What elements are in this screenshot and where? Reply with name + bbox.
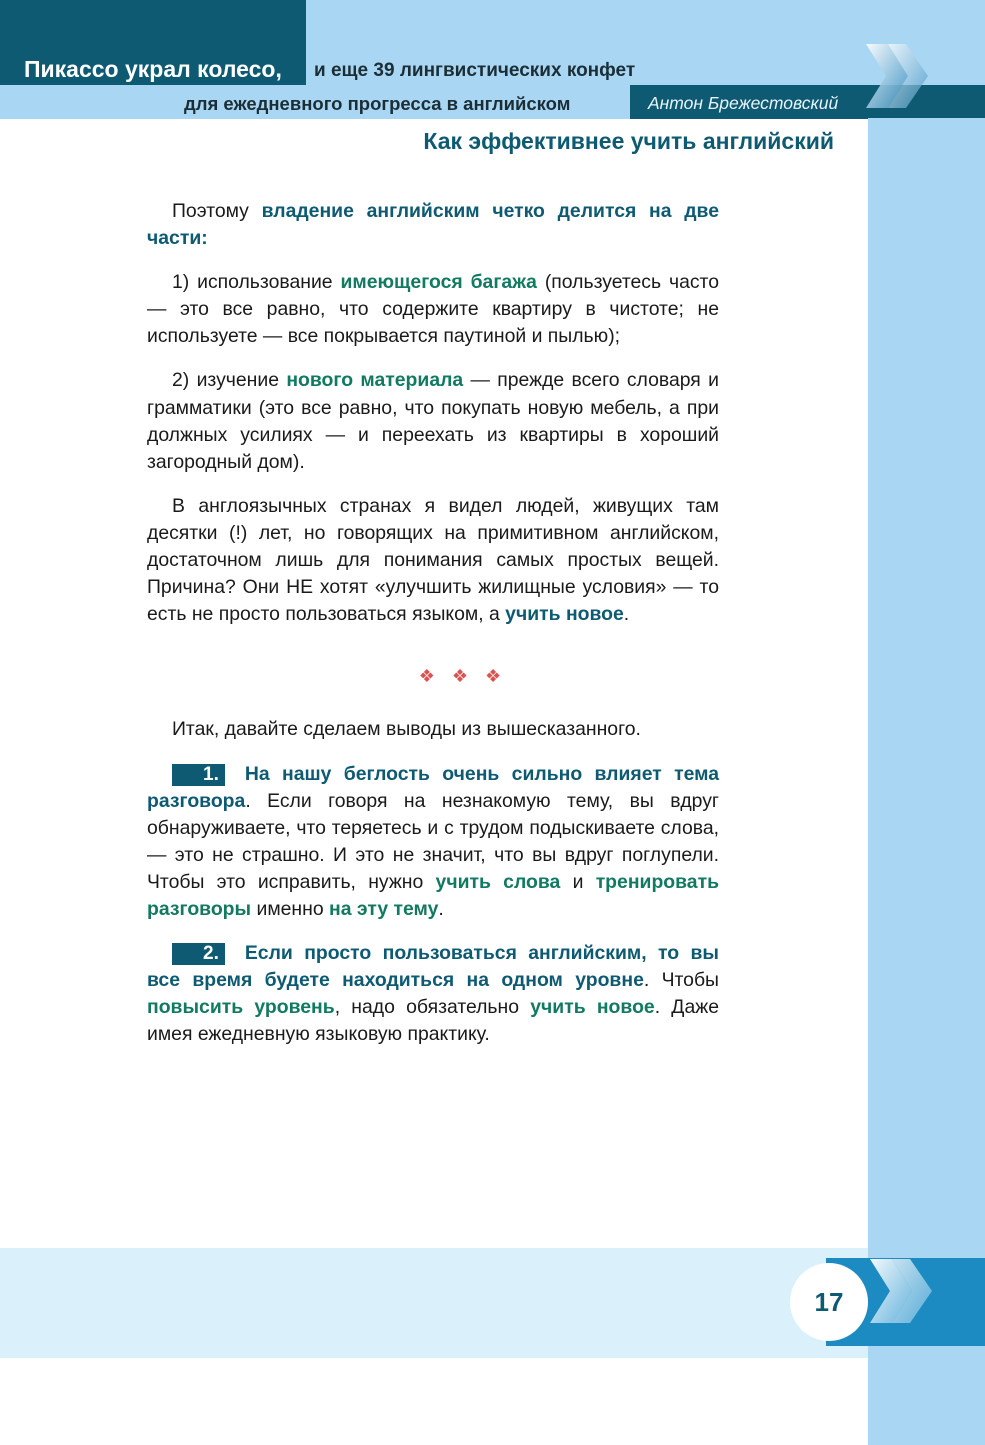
paragraph-4 — [147, 493, 719, 628]
text: . Если говоря на незнакомую тему, вы вдруг обнаруживаете, что теряетесь и с трудом подыскиваете слова, — это не страшно. И это не значит, что вы вдруг поглупели. Чтобы это исправить, нужно — [147, 789, 719, 893]
text: 2) изучение — [172, 369, 287, 392]
text: . Чтобы — [643, 969, 719, 992]
book-title-main: Пикассо украл колесо, — [24, 56, 282, 82]
section-title: Как эффективнее учить английский — [423, 128, 834, 154]
paragraph-5 — [147, 716, 719, 743]
book-title-rest: и еще 39 лингвистических конфет — [314, 60, 636, 81]
text: В англоязычных странах я видел людей, живущих там десятки (!) лет, но говорящих на примитивном английском, достаточном лишь для понимания самых простых вещей. Причина? Они НЕ хотят «улучшить жилищные условия» — то есть не просто пользоваться языком, а — [147, 494, 719, 626]
paragraph-6 — [147, 761, 719, 924]
highlight-text: на эту тему — [329, 897, 439, 920]
list-number-badge: 2. — [172, 943, 225, 965]
text: 1) использование — [172, 271, 341, 294]
text: Итак, давайте сделаем выводы из вышесказанного. — [172, 718, 641, 741]
text: именно — [251, 897, 330, 920]
highlight-text: повысить уровень — [147, 996, 335, 1019]
paragraph-3 — [147, 367, 719, 475]
footer-light-band — [0, 1248, 868, 1358]
highlight-text: нового материала — [286, 369, 464, 392]
highlight-text: учить новое — [505, 603, 624, 626]
highlight-text: учить новое — [530, 996, 655, 1019]
text: . — [623, 603, 630, 626]
paragraph-2 — [147, 269, 719, 350]
book-subtitle: для ежедневного прогресса в английском — [184, 93, 571, 114]
page-number: 17 — [814, 1287, 844, 1317]
paragraph-1 — [147, 198, 719, 252]
diamond-separator-icon: ❖ ❖ ❖ — [418, 666, 508, 687]
text: (пользуетесь часто — это все равно, что содержите квартиру в чистоте; не используете — все покрывается паутиной и пылью); — [147, 271, 720, 348]
highlight-text: учить слова — [435, 870, 561, 893]
book-author: Антон Брежестовский — [648, 93, 839, 113]
paragraph-7 — [147, 940, 719, 1048]
highlight-text: Если просто пользоваться английским, то вы все время будете находиться на одном уровне — [147, 942, 719, 992]
double-chevron-right-icon — [862, 40, 932, 112]
right-side-band — [868, 118, 985, 1445]
text: , надо обязательно — [334, 996, 531, 1019]
text: . — [438, 897, 444, 920]
double-chevron-right-icon — [866, 1255, 936, 1327]
list-number-badge: 1. — [172, 764, 225, 786]
text: — прежде всего словаря и грамматики (это все равно, что покупать новую мебель, а при должных усилиях — и переехать из квартиры в хороший загородный дом). — [147, 369, 719, 473]
main-content — [147, 198, 719, 1065]
text: Поэтому — [172, 200, 262, 222]
text: и — [560, 870, 596, 893]
highlight-text: владение английским четко делится на две части: — [147, 200, 719, 250]
highlight-text: На нашу беглость очень сильно влияет тема разговора — [147, 762, 719, 812]
text: . Даже имея ежедневную языковую практику. — [147, 996, 719, 1046]
highlight-text: имеющегося багажа — [340, 271, 537, 294]
highlight-text: тренировать разговоры — [147, 870, 719, 920]
